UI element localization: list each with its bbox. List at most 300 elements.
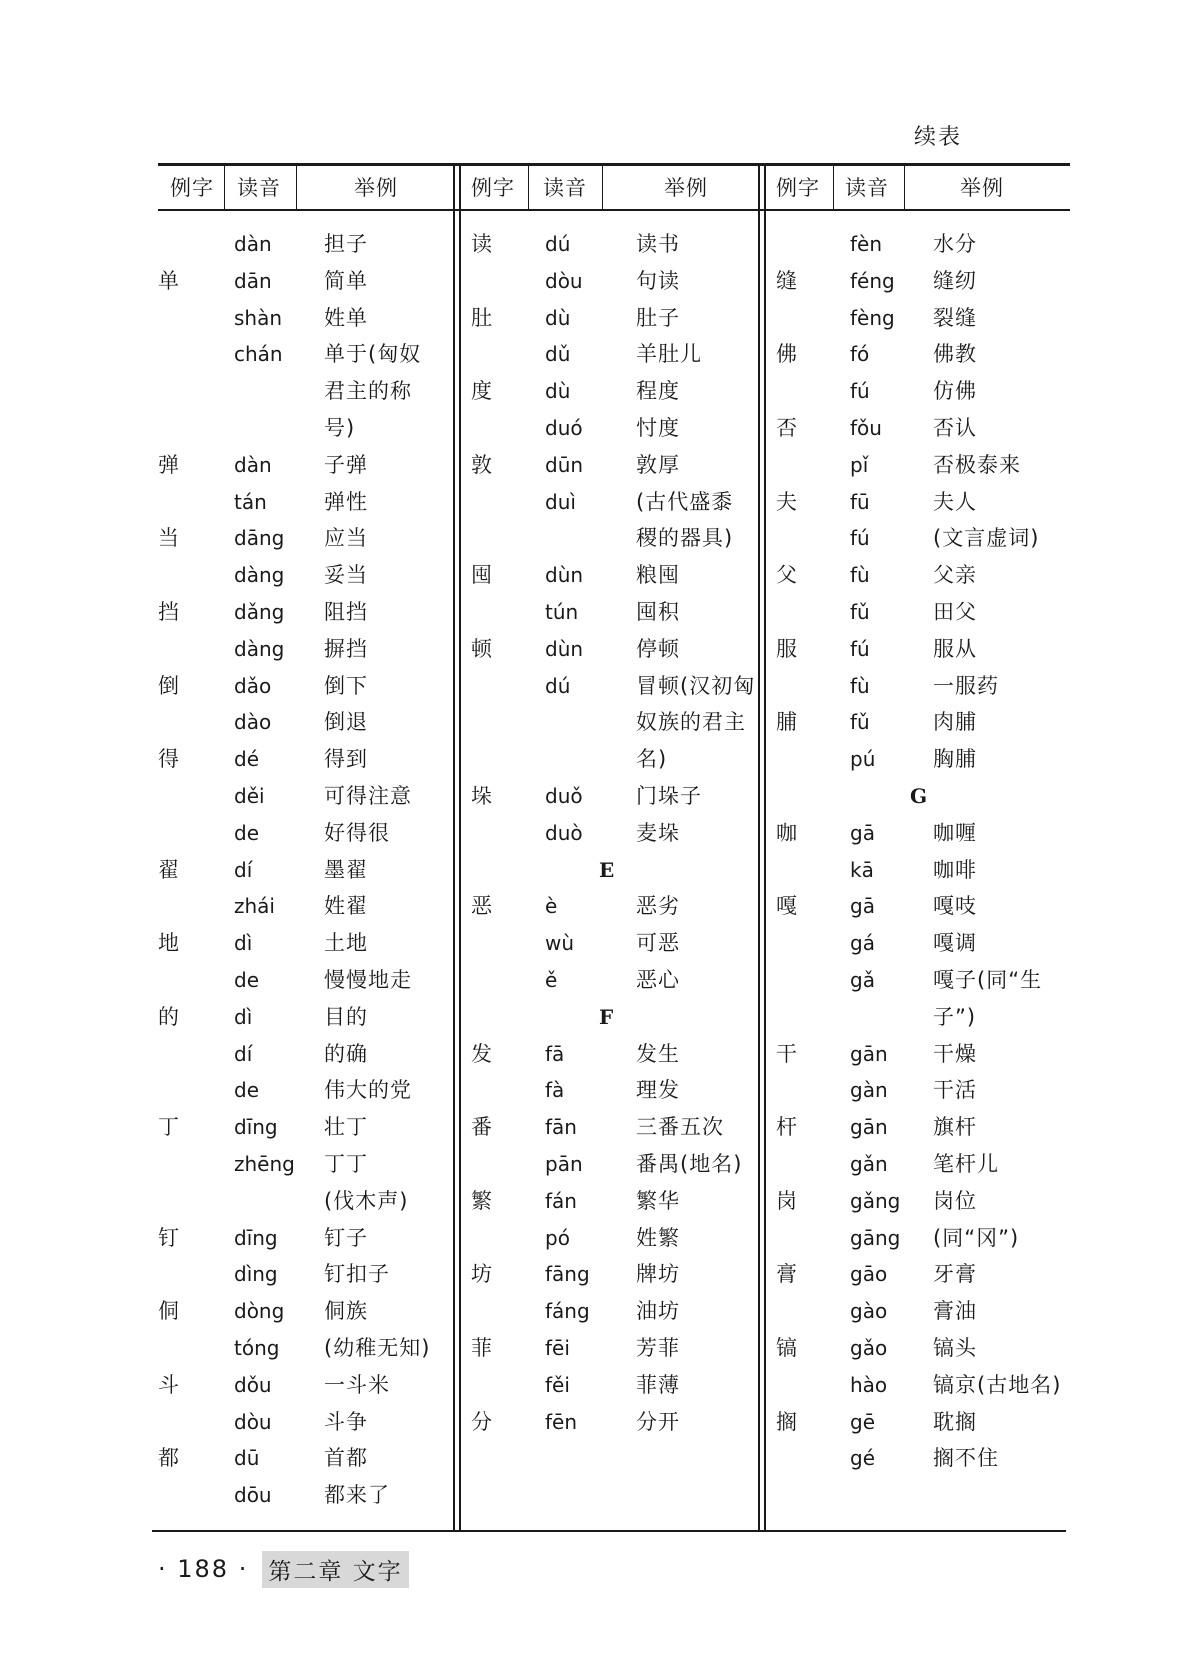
table-row bbox=[158, 520, 448, 557]
table-row bbox=[768, 999, 1068, 1036]
usage-example: 裂缝 bbox=[933, 305, 977, 330]
example-character: 服 bbox=[776, 636, 797, 661]
pinyin-reading: dōu bbox=[234, 1483, 272, 1508]
pinyin-reading: fēi bbox=[545, 1335, 570, 1360]
usage-example: 姓单 bbox=[324, 305, 368, 330]
usage-example: 笔杆儿 bbox=[933, 1151, 999, 1176]
usage-example: 肚子 bbox=[636, 305, 680, 330]
pinyin-reading: dàn bbox=[234, 232, 272, 256]
example-character: 嘎 bbox=[776, 894, 797, 919]
table-row bbox=[463, 815, 753, 852]
pinyin-reading: fó bbox=[850, 342, 870, 367]
example-character: 钉 bbox=[158, 1225, 179, 1250]
usage-example: 否认 bbox=[933, 415, 977, 440]
usage-example: 墨翟 bbox=[324, 857, 368, 882]
table-column-group bbox=[463, 226, 756, 1440]
example-character: 垛 bbox=[471, 783, 492, 808]
example-character: 敦 bbox=[471, 452, 492, 477]
pinyin-reading: fú bbox=[850, 379, 870, 404]
usage-example: 的确 bbox=[324, 1041, 368, 1066]
pinyin-reading: dú bbox=[545, 673, 571, 698]
table-row bbox=[768, 1293, 1068, 1330]
usage-example: 号) bbox=[324, 415, 356, 440]
table-row bbox=[463, 594, 753, 631]
table-row bbox=[158, 226, 448, 263]
table-row bbox=[463, 1256, 753, 1293]
table-top-rule bbox=[158, 163, 1070, 166]
table-row bbox=[463, 668, 756, 705]
table-row bbox=[463, 631, 753, 668]
pinyin-reading: gān bbox=[850, 1041, 888, 1066]
pinyin-reading: zhái bbox=[234, 894, 275, 919]
example-character: 当 bbox=[158, 526, 179, 551]
pinyin-reading: dù bbox=[545, 379, 571, 404]
pinyin-reading: fà bbox=[545, 1078, 565, 1103]
table-row bbox=[158, 999, 448, 1036]
pinyin-reading: fèn bbox=[850, 232, 883, 256]
pinyin-reading: dàng bbox=[234, 563, 285, 588]
usage-example: 斗争 bbox=[324, 1409, 368, 1434]
header-separator bbox=[528, 163, 529, 211]
pinyin-reading: fú bbox=[850, 526, 870, 551]
section-letter-row bbox=[463, 852, 753, 889]
header-char: 例字 bbox=[776, 176, 820, 200]
pinyin-reading: dù bbox=[545, 305, 571, 330]
table-row bbox=[158, 447, 448, 484]
table-row bbox=[158, 888, 448, 925]
table-row bbox=[463, 1036, 753, 1073]
table-row bbox=[158, 1036, 448, 1073]
usage-example: 粮囤 bbox=[636, 563, 680, 588]
usage-example: 油坊 bbox=[636, 1299, 680, 1324]
table-row bbox=[463, 704, 753, 741]
table-row bbox=[158, 1330, 448, 1367]
pinyin-reading: dǎo bbox=[234, 673, 272, 698]
usage-example: 麦垛 bbox=[636, 820, 680, 845]
table-row bbox=[463, 1183, 753, 1220]
example-character: 坊 bbox=[471, 1262, 492, 1287]
pinyin-reading: gá bbox=[850, 931, 875, 956]
table-row bbox=[768, 520, 1068, 557]
pinyin-reading: duó bbox=[545, 415, 583, 440]
usage-example: 咖喱 bbox=[933, 820, 977, 845]
table-row bbox=[768, 1146, 1068, 1183]
example-character: 得 bbox=[158, 747, 179, 772]
usage-example: 仿佛 bbox=[933, 379, 977, 404]
pinyin-reading: gào bbox=[850, 1299, 888, 1324]
pinyin-reading: fā bbox=[545, 1041, 565, 1066]
usage-example: 镐京(古地名) bbox=[933, 1372, 1062, 1397]
example-character: 脯 bbox=[776, 710, 797, 735]
pinyin-reading: gǎ bbox=[850, 967, 875, 992]
table-row bbox=[768, 888, 1068, 925]
table-row bbox=[158, 1072, 448, 1109]
table-row bbox=[768, 1404, 1068, 1441]
pinyin-reading: duǒ bbox=[545, 783, 583, 808]
section-letter-row bbox=[463, 999, 753, 1036]
example-character: 分 bbox=[471, 1409, 492, 1434]
usage-example: 三番五次 bbox=[636, 1115, 724, 1140]
table-row bbox=[463, 226, 753, 263]
table-row bbox=[768, 1440, 1068, 1477]
header-example: 举例 bbox=[354, 176, 398, 200]
table-row bbox=[158, 778, 448, 815]
table-row bbox=[768, 557, 1068, 594]
usage-example: 一服药 bbox=[933, 673, 999, 698]
table-row bbox=[158, 852, 448, 889]
usage-example: 佛教 bbox=[933, 342, 977, 367]
usage-example: 发生 bbox=[636, 1041, 680, 1066]
table-row bbox=[158, 668, 448, 705]
pinyin-reading: fēn bbox=[545, 1409, 578, 1434]
pinyin-reading: dàng bbox=[234, 636, 285, 661]
usage-example: 丁丁 bbox=[324, 1151, 368, 1176]
table-row bbox=[463, 557, 753, 594]
usage-example: 子弹 bbox=[324, 452, 368, 477]
continued-label: 续表 bbox=[913, 125, 962, 150]
usage-example: 牌坊 bbox=[636, 1262, 680, 1287]
usage-example: 繁华 bbox=[636, 1188, 680, 1213]
pinyin-reading: duì bbox=[545, 489, 576, 514]
table-row bbox=[463, 888, 753, 925]
pinyin-reading: kā bbox=[850, 857, 874, 882]
pinyin-reading: dìng bbox=[234, 1262, 278, 1287]
pinyin-reading: è bbox=[545, 894, 558, 919]
table-row bbox=[463, 1109, 753, 1146]
pinyin-reading: tán bbox=[234, 489, 267, 514]
pinyin-reading: hào bbox=[850, 1372, 888, 1397]
table-row bbox=[463, 1367, 753, 1404]
table-row bbox=[768, 1072, 1068, 1109]
table-row bbox=[768, 410, 1068, 447]
example-character: 肚 bbox=[471, 305, 492, 330]
table-row bbox=[768, 1367, 1068, 1404]
pinyin-reading: gān bbox=[850, 1115, 888, 1140]
usage-example: 门垛子 bbox=[636, 783, 702, 808]
table-row bbox=[158, 1440, 448, 1477]
pinyin-reading: dùn bbox=[545, 636, 584, 661]
pinyin-reading: gǎn bbox=[850, 1151, 888, 1176]
pinyin-reading: de bbox=[234, 967, 259, 992]
table-row bbox=[158, 594, 448, 631]
usage-example: 耽搁 bbox=[933, 1409, 977, 1434]
usage-example: 奴族的君主 bbox=[636, 710, 746, 735]
usage-example: 镐头 bbox=[933, 1335, 977, 1360]
usage-example: 首都 bbox=[324, 1446, 368, 1471]
table-row bbox=[768, 226, 1068, 263]
table-row bbox=[768, 925, 1068, 962]
example-character: 番 bbox=[471, 1115, 492, 1140]
pinyin-reading: chán bbox=[234, 342, 283, 367]
usage-example: 阻挡 bbox=[324, 599, 368, 624]
usage-example: 好得很 bbox=[324, 820, 390, 845]
table-row bbox=[768, 741, 1068, 778]
usage-example: 缝纫 bbox=[933, 268, 977, 293]
usage-example: (文言虚词) bbox=[933, 526, 1040, 551]
page-footer bbox=[158, 1549, 409, 1589]
table-row bbox=[768, 815, 1068, 852]
pinyin-reading: dì bbox=[234, 931, 253, 956]
usage-example: 搁不住 bbox=[933, 1446, 999, 1471]
table-row bbox=[768, 1183, 1068, 1220]
usage-example: 得到 bbox=[324, 747, 368, 772]
table-row bbox=[768, 594, 1068, 631]
example-character: 恶 bbox=[471, 894, 492, 919]
pinyin-reading: fù bbox=[850, 563, 870, 588]
header-separator bbox=[296, 163, 297, 211]
table-row bbox=[158, 962, 448, 999]
usage-example: 壮丁 bbox=[324, 1115, 368, 1140]
usage-example: 都来了 bbox=[324, 1483, 390, 1508]
usage-example: 一斗米 bbox=[324, 1372, 390, 1397]
pinyin-reading: dǒu bbox=[234, 1372, 272, 1397]
table-row bbox=[768, 484, 1068, 521]
usage-example: 囤积 bbox=[636, 599, 680, 624]
table-row bbox=[158, 373, 448, 410]
pinyin-reading: pú bbox=[850, 747, 876, 772]
pinyin-reading: dīng bbox=[234, 1115, 278, 1140]
example-character: 杆 bbox=[776, 1115, 797, 1140]
pinyin-reading: shàn bbox=[234, 305, 283, 330]
usage-example: 干燥 bbox=[933, 1041, 977, 1066]
example-character: 读 bbox=[471, 232, 492, 256]
header-pinyin: 读音 bbox=[845, 176, 889, 200]
usage-example: 敦厚 bbox=[636, 452, 680, 477]
header-separator bbox=[833, 163, 834, 211]
table-row bbox=[768, 704, 1068, 741]
example-character: 搁 bbox=[776, 1409, 797, 1434]
pinyin-reading: dòng bbox=[234, 1299, 285, 1324]
pinyin-reading: gāng bbox=[850, 1225, 901, 1250]
usage-example: 冒顿(汉初匈 bbox=[636, 673, 756, 698]
usage-example: 膏油 bbox=[933, 1299, 977, 1324]
example-character: 佛 bbox=[776, 342, 797, 367]
table-row bbox=[463, 263, 753, 300]
usage-example: 担子 bbox=[324, 232, 368, 256]
table-column-group bbox=[768, 226, 1068, 1477]
table-row bbox=[768, 373, 1068, 410]
table-row bbox=[463, 925, 753, 962]
usage-example: 嘎调 bbox=[933, 931, 977, 956]
example-character: 单 bbox=[158, 268, 179, 293]
pinyin-reading: féng bbox=[850, 268, 895, 293]
example-character: 夫 bbox=[776, 489, 797, 514]
usage-example: 读书 bbox=[636, 232, 680, 256]
table-row bbox=[463, 373, 753, 410]
table-row bbox=[158, 484, 448, 521]
pinyin-reading: fān bbox=[545, 1115, 577, 1140]
table-column-group bbox=[158, 226, 448, 1514]
usage-example: 旗杆 bbox=[933, 1115, 977, 1140]
pinyin-reading: dùn bbox=[545, 563, 584, 588]
pinyin-reading: gā bbox=[850, 820, 875, 845]
pinyin-reading: dì bbox=[234, 1004, 253, 1029]
usage-example: 慢慢地走 bbox=[324, 967, 412, 992]
table-row bbox=[463, 962, 753, 999]
table-row bbox=[768, 1109, 1068, 1146]
column-separator bbox=[758, 163, 766, 1531]
table-row bbox=[158, 1146, 448, 1183]
pinyin-reading: dān bbox=[234, 268, 272, 293]
example-character: 发 bbox=[471, 1041, 492, 1066]
table-row bbox=[768, 631, 1068, 668]
example-character: 都 bbox=[158, 1446, 179, 1471]
section-letter: F bbox=[599, 1004, 614, 1029]
pinyin-reading: dàn bbox=[234, 452, 272, 477]
header-separator bbox=[224, 163, 225, 211]
usage-example: 父亲 bbox=[933, 563, 977, 588]
pinyin-reading: dīng bbox=[234, 1225, 278, 1250]
usage-example: 番禺(地名) bbox=[636, 1151, 743, 1176]
usage-example: 咖啡 bbox=[933, 857, 977, 882]
pinyin-reading: gǎng bbox=[850, 1188, 901, 1213]
table-row bbox=[463, 1293, 753, 1330]
table-row bbox=[768, 336, 1068, 373]
pinyin-reading: fáng bbox=[545, 1299, 590, 1324]
table-row bbox=[768, 300, 1068, 337]
usage-example: 胸脯 bbox=[933, 747, 977, 772]
table-row bbox=[463, 484, 753, 521]
usage-example: 稷的器具) bbox=[636, 526, 734, 551]
table-row bbox=[158, 741, 448, 778]
pinyin-reading: dǔ bbox=[545, 342, 571, 367]
table-row bbox=[158, 300, 448, 337]
table-row bbox=[158, 925, 448, 962]
table-row bbox=[768, 263, 1068, 300]
pinyin-reading: fěi bbox=[545, 1372, 570, 1397]
pinyin-reading: fǔ bbox=[850, 599, 870, 624]
table-row bbox=[463, 300, 753, 337]
usage-example: 芳菲 bbox=[636, 1335, 680, 1360]
usage-example: 弹性 bbox=[324, 489, 368, 514]
table-row bbox=[158, 1367, 448, 1404]
usage-example: 单于(匈奴 bbox=[324, 342, 422, 367]
usage-example: 倒下 bbox=[324, 673, 368, 698]
usage-example: 目的 bbox=[324, 1004, 368, 1029]
example-character: 干 bbox=[776, 1041, 797, 1066]
usage-example: 侗族 bbox=[324, 1299, 368, 1324]
usage-example: 干活 bbox=[933, 1078, 977, 1103]
usage-example: 子”) bbox=[933, 1004, 977, 1029]
pinyin-reading: gé bbox=[850, 1446, 875, 1471]
pinyin-reading: gàn bbox=[850, 1078, 888, 1103]
pinyin-reading: gā bbox=[850, 894, 875, 919]
pinyin-reading: gǎo bbox=[850, 1335, 888, 1360]
usage-example: 程度 bbox=[636, 379, 680, 404]
column-separator bbox=[453, 163, 461, 1531]
usage-example: 可恶 bbox=[636, 931, 680, 956]
table-row bbox=[158, 1220, 448, 1257]
usage-example: 钉扣子 bbox=[324, 1262, 390, 1287]
table-row bbox=[463, 1072, 753, 1109]
section-letter: E bbox=[599, 857, 615, 882]
pinyin-reading: de bbox=[234, 820, 259, 845]
table-row bbox=[463, 447, 753, 484]
pinyin-reading: dòu bbox=[545, 268, 583, 293]
pinyin-reading: wù bbox=[545, 931, 575, 956]
header-char: 例字 bbox=[170, 176, 214, 200]
usage-example: 君主的称 bbox=[324, 379, 412, 404]
example-character: 镐 bbox=[776, 1335, 797, 1360]
table-row bbox=[463, 520, 753, 557]
pinyin-reading: dí bbox=[234, 857, 253, 882]
pinyin-reading: fù bbox=[850, 673, 870, 698]
section-letter-row bbox=[768, 778, 1068, 815]
table-bottom-rule bbox=[152, 1530, 1066, 1532]
usage-example: 夫人 bbox=[933, 489, 977, 514]
usage-example: 伟大的党 bbox=[324, 1078, 412, 1103]
pinyin-reading: ě bbox=[545, 967, 558, 992]
usage-example: 摒挡 bbox=[324, 636, 368, 661]
example-character: 挡 bbox=[158, 599, 179, 624]
pinyin-reading: pǐ bbox=[850, 452, 869, 477]
usage-example: 分开 bbox=[636, 1409, 680, 1434]
usage-example: 嘎子(同“生 bbox=[933, 967, 1043, 992]
example-character: 度 bbox=[471, 379, 492, 404]
table-row bbox=[463, 1220, 753, 1257]
table-row bbox=[463, 1404, 753, 1441]
table-row bbox=[768, 1330, 1068, 1367]
table-row bbox=[158, 1256, 448, 1293]
usage-example: 恶劣 bbox=[636, 894, 680, 919]
usage-example: 土地 bbox=[324, 931, 368, 956]
example-character: 倒 bbox=[158, 673, 179, 698]
example-character: 丁 bbox=[158, 1115, 179, 1140]
table-row bbox=[158, 704, 448, 741]
example-character: 顿 bbox=[471, 636, 492, 661]
table-row bbox=[158, 263, 448, 300]
table-row bbox=[768, 852, 1068, 889]
header-example: 举例 bbox=[960, 176, 1004, 200]
chapter-title: 第二章 文字 bbox=[262, 1551, 408, 1588]
table-row bbox=[768, 668, 1068, 705]
table-row bbox=[768, 962, 1068, 999]
table-row bbox=[463, 410, 753, 447]
usage-example: 钉子 bbox=[324, 1225, 368, 1250]
usage-example: 嘎吱 bbox=[933, 894, 977, 919]
usage-example: (古代盛黍 bbox=[636, 489, 734, 514]
usage-example: 牙膏 bbox=[933, 1262, 977, 1287]
pinyin-reading: dāng bbox=[234, 526, 285, 551]
pinyin-reading: dé bbox=[234, 747, 259, 772]
pinyin-reading: tóng bbox=[234, 1335, 280, 1360]
usage-example: 可得注意 bbox=[324, 783, 412, 808]
pinyin-reading: dū bbox=[234, 1446, 260, 1471]
example-character: 斗 bbox=[158, 1372, 179, 1397]
usage-example: 名) bbox=[636, 747, 668, 772]
pinyin-reading: fèng bbox=[850, 305, 895, 330]
usage-example: 忖度 bbox=[636, 415, 680, 440]
table-row bbox=[158, 1109, 448, 1146]
usage-example: 羊肚儿 bbox=[636, 342, 702, 367]
table-row bbox=[158, 1404, 448, 1441]
usage-example: 肉脯 bbox=[933, 710, 977, 735]
example-character: 侗 bbox=[158, 1299, 179, 1324]
example-character: 弹 bbox=[158, 452, 179, 477]
pinyin-reading: dí bbox=[234, 1041, 253, 1066]
pinyin-reading: tún bbox=[545, 599, 579, 624]
table-row bbox=[158, 557, 448, 594]
example-character: 翟 bbox=[158, 857, 179, 882]
pinyin-reading: fǒu bbox=[850, 415, 882, 440]
usage-example: 理发 bbox=[636, 1078, 680, 1103]
header-separator bbox=[602, 163, 603, 211]
example-character: 菲 bbox=[471, 1335, 492, 1360]
pinyin-reading: dú bbox=[545, 232, 571, 256]
pinyin-reading: dào bbox=[234, 710, 272, 735]
example-character: 膏 bbox=[776, 1262, 797, 1287]
usage-example: (伐木声) bbox=[324, 1188, 409, 1213]
